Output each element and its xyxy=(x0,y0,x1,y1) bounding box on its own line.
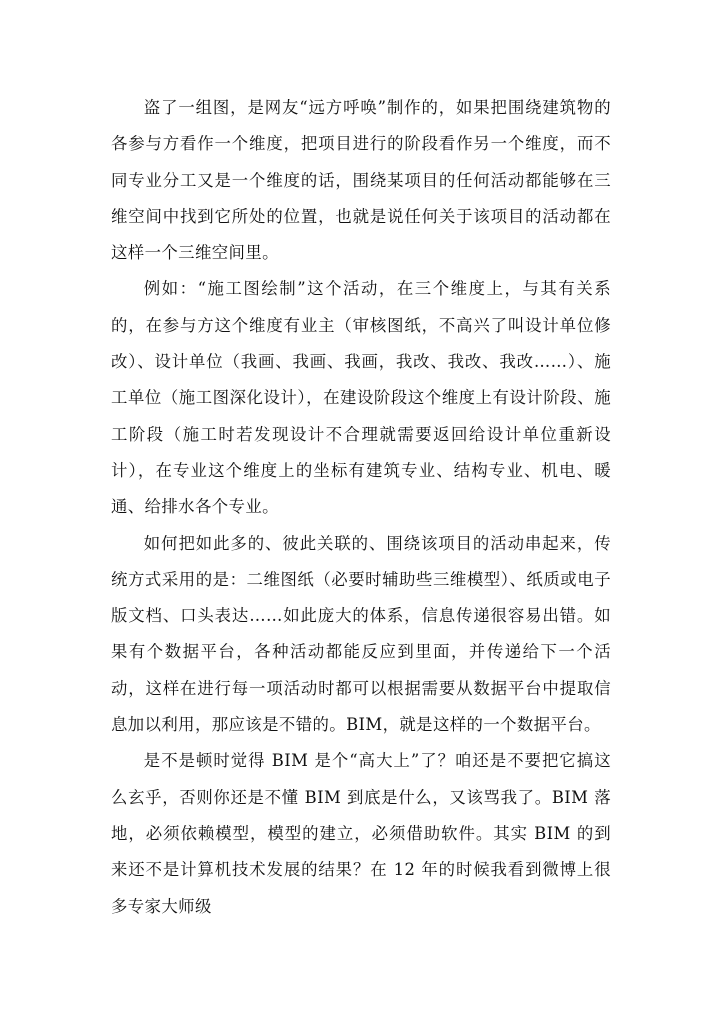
body-text xyxy=(111,90,611,925)
paragraph-3: 如何把如此多的、彼此关联的、围绕该项目的活动串起来，传统方式采用的是：二维图纸（必要时辅助些三维模型）、纸质或电子版文档、口头表达……如此庞大的体系，信息传递很容易出错。如果有个数据平台，各种活动都能反应到里面，并传递给下一个活动，这样在进行每一项活动时都可以根据需要从数据平台中提取信息加以利用，那应该是不错的。BIM，就是这样的一个数据平台。 xyxy=(111,533,611,735)
paragraph-2: 例如：“施工图绘制”这个活动，在三个维度上，与其有关系的，在参与方这个维度有业主（审核图纸，不高兴了叫设计单位修改）、设计单位（我画、我画、我画，我改、我改、我改……）、施工单位（施工图深化设计），在建设阶段这个维度上有设计阶段、施工阶段（施工时若发现设计不合理就需要返回给设计单位重新设计），在专业这个维度上的坐标有建筑专业、结构专业、机电、暖通、给排水各个专业。 xyxy=(111,279,611,517)
paragraph-4: 是不是顿时觉得 BIM 是个“高大上”了？咱还是不要把它搞这么玄乎，否则你还是不懂 BIM 到底是什么，又该骂我了。BIM 落地，必须依赖模型，模型的建立，必须借助软件。其实 BIM 的到来还不是计算机技术发展的结果？在 12 年的时候我看到微博上很多专家大师级 xyxy=(111,751,611,916)
paragraph-1: 盗了一组图，是网友“远方呼唤”制作的，如果把围绕建筑物的各参与方看作一个维度，把项目进行的阶段看作另一个维度，而不同专业分工又是一个维度的话，围绕某项目的任何活动都能够在三维空间中找到它所处的位置，也就是说任何关于该项目的活动都在这样一个三维空间里。 xyxy=(111,98,611,263)
